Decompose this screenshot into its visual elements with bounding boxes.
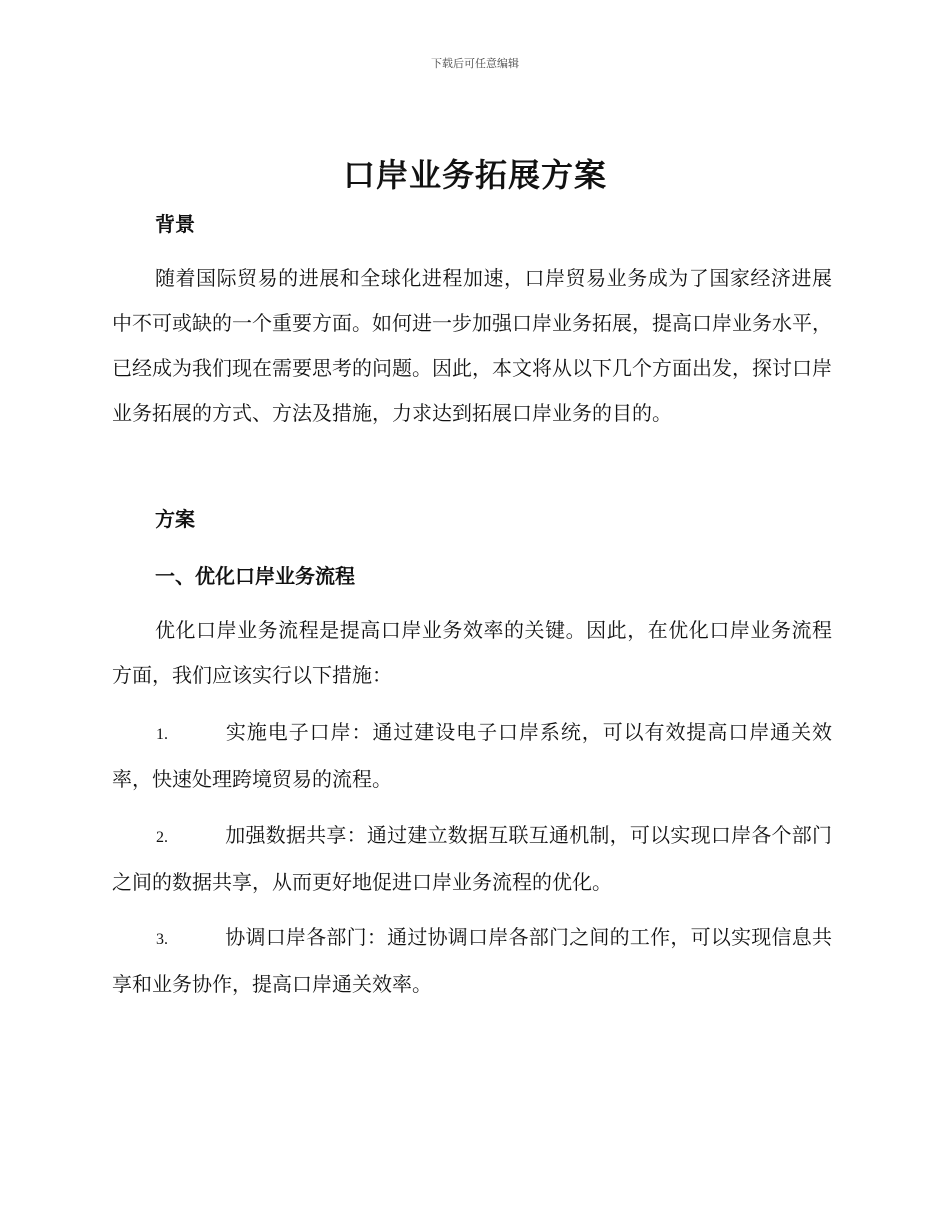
header-note: 下载后可任意编辑 [431,57,519,70]
list-item-number: 2. [156,829,168,846]
section1-heading: 一、优化口岸业务流程 [155,564,355,588]
list-item-3 [112,915,832,1007]
list-item-number: 1. [156,726,168,743]
plan-heading: 方案 [155,507,195,531]
document-title: 口岸业务拓展方案 [342,156,607,194]
background-heading: 背景 [155,212,195,236]
list-item-text: 实施电子口岸：通过建设电子口岸系统，可以有效提高口岸通关效率，快速处理跨境贸易的流程。 [112,720,832,791]
list-item-text: 加强数据共享：通过建立数据互联互通机制，可以实现口岸各个部门之间的数据共享，从而更好地促进口岸业务流程的优化。 [112,823,832,894]
list-item-number: 3. [156,931,168,948]
background-paragraph: 随着国际贸易的进展和全球化进程加速，口岸贸易业务成为了国家经济进展中不可或缺的一个重要方面。如何进一步加强口岸业务拓展，提高口岸业务水平，已经成为我们现在需要思考的问题。因此，本文将从以下几个方面出发，探讨口岸业务拓展的方式、方法及措施，力求达到拓展口岸业务的目的。 [112,266,832,425]
list-item-2 [112,813,832,905]
list-item-1 [112,710,832,802]
section1-intro-paragraph: 优化口岸业务流程是提高口岸业务效率的关键。因此，在优化口岸业务流程方面，我们应该实行以下措施： [112,618,832,687]
list-item-text: 协调口岸各部门：通过协调口岸各部门之间的工作，可以实现信息共享和业务协作，提高口岸通关效率。 [112,925,832,996]
